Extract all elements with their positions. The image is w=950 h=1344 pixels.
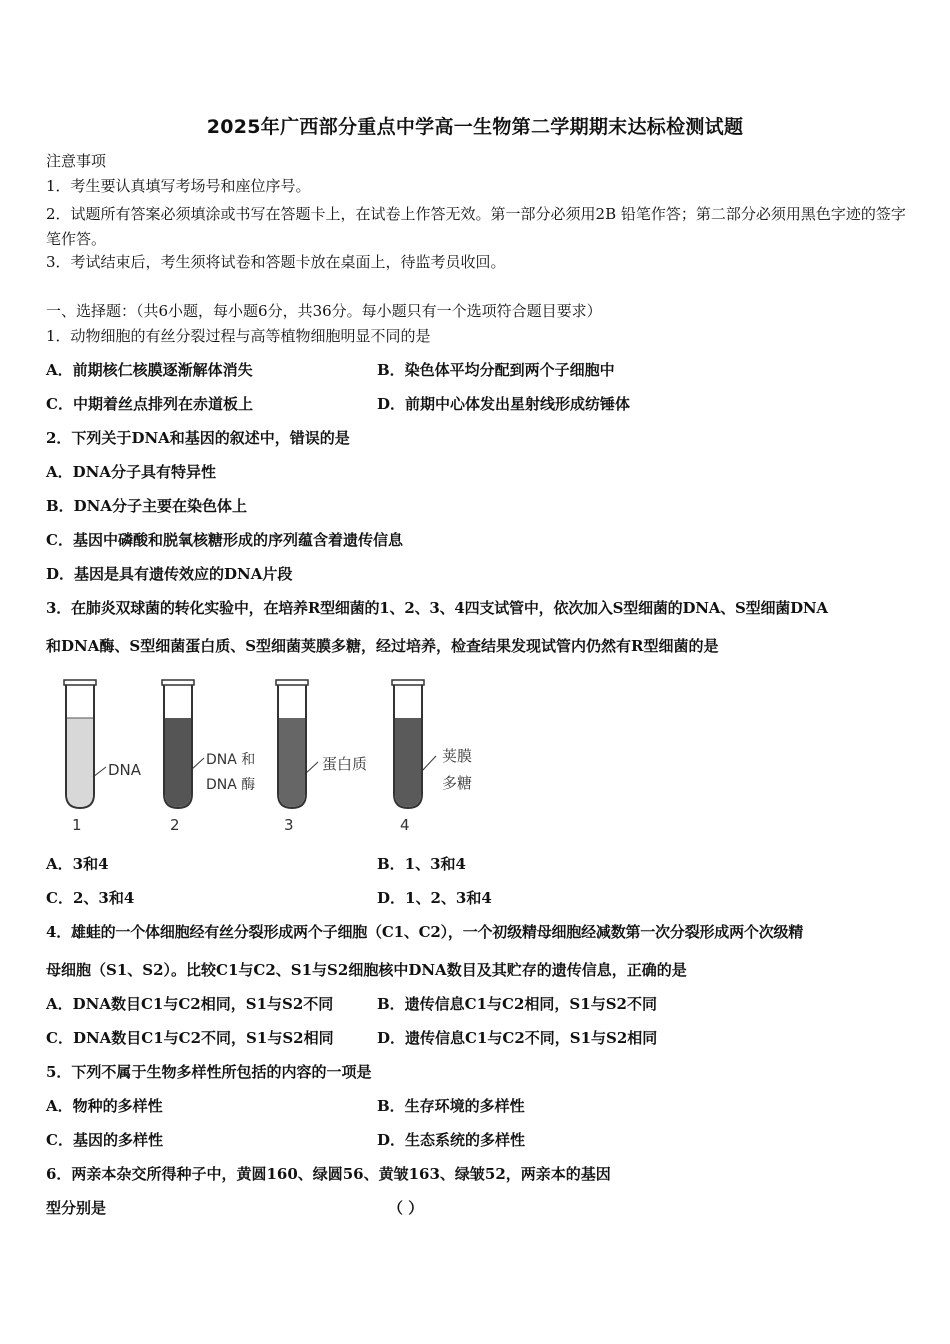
tube-4-label-line-1: 荚膜 [442, 747, 473, 765]
question-5-stem: 5．下列不属于生物多样性所包括的内容的一项是 [46, 1063, 372, 1081]
q4-option-b[interactable]: B．遗传信息C1与C2相同，S1与S2不同 [377, 995, 657, 1013]
tube-3-number: 3 [284, 816, 294, 834]
q5-option-c[interactable]: C．基因的多样性 [46, 1131, 163, 1149]
q3-option-d[interactable]: D．1、2、3和4 [377, 889, 492, 907]
tube-3-label: 蛋白质 [322, 755, 368, 773]
q1-option-a[interactable]: A．前期核仁核膜逐渐解体消失 [46, 361, 253, 379]
tube-4-number: 4 [400, 816, 410, 834]
tube-4-label-line-2: 多糖 [442, 774, 473, 792]
q5-option-b[interactable]: B．生存环境的多样性 [377, 1097, 525, 1115]
q1-option-d[interactable]: D．前期中心体发出星射线形成纺锤体 [377, 395, 631, 413]
page-title: 2025年广西部分重点中学高一生物第二学期期末达标检测试题 [206, 116, 744, 138]
test-tube-figure [46, 672, 496, 837]
q3-option-a[interactable]: A．3和4 [46, 855, 109, 873]
tube-1-number: 1 [72, 816, 82, 834]
tube-2-label-line-2: DNA 酶 [206, 777, 256, 793]
tube-2-number: 2 [170, 816, 180, 834]
q5-option-d[interactable]: D．生态系统的多样性 [377, 1131, 526, 1149]
note-item-2: 2．试题所有答案必须填涂或书写在答题卡上，在试卷上作答无效。第一部分必须用2B 铅笔作答；第二部分必须用黑色字迹的签字笔作答。 [46, 205, 906, 248]
question-4-stem-line-1: 4．雄蛙的一个体细胞经有丝分裂形成两个子细胞（C1、C2），一个初级精母细胞经减数第一次分裂形成两个次级精 [46, 923, 804, 941]
test-tube-4 [392, 680, 472, 834]
note-item-1: 1．考生要认真填写考场号和座位序号。 [46, 177, 311, 195]
test-tube-1 [64, 680, 142, 834]
tube-2-label-line-1: DNA 和 [206, 752, 256, 768]
question-3-stem-line-2: 和DNA酶、S型细菌蛋白质、S型细菌荚膜多糖，经过培养，检查结果发现试管内仍然有R型细菌的是 [46, 637, 719, 655]
answer-blank[interactable]: （ ） [388, 1199, 424, 1217]
q5-option-a[interactable]: A．物种的多样性 [46, 1097, 163, 1115]
q1-option-b[interactable]: B．染色体平均分配到两个子细胞中 [377, 361, 615, 379]
q1-option-c[interactable]: C．中期着丝点排列在赤道板上 [46, 395, 253, 413]
question-6-stem-line-2: 型分别是 [46, 1199, 107, 1217]
notes-heading: 注意事项 [46, 152, 107, 170]
test-tube-2 [162, 680, 255, 834]
q4-option-c[interactable]: C．DNA数目C1与C2不同，S1与S2相同 [46, 1029, 334, 1047]
q4-option-a[interactable]: A．DNA数目C1与C2相同，S1与S2不同 [46, 995, 334, 1013]
q2-option-c[interactable]: C．基因中磷酸和脱氧核糖形成的序列蕴含着遗传信息 [46, 531, 403, 549]
q3-option-c[interactable]: C．2、3和4 [46, 889, 135, 907]
test-tube-3 [276, 680, 367, 834]
q2-option-d[interactable]: D．基因是具有遗传效应的DNA片段 [46, 565, 293, 583]
q2-option-a[interactable]: A．DNA分子具有特异性 [46, 463, 216, 481]
question-4-stem-line-2: 母细胞（S1、S2）。比较C1与C2、S1与S2细胞核中DNA数目及其贮存的遗传信息，正确的是 [46, 961, 687, 979]
section-heading: 一、选择题：（共6小题，每小题6分，共36分。每小题只有一个选项符合题目要求） [46, 302, 602, 320]
q2-option-b[interactable]: B．DNA分子主要在染色体上 [46, 497, 248, 515]
q4-option-d[interactable]: D．遗传信息C1与C2不同，S1与S2相同 [377, 1029, 658, 1047]
question-3-stem-line-1: 3．在肺炎双球菌的转化实验中，在培养R型细菌的1、2、3、4四支试管中，依次加入S型细菌的DNA、S型细菌DNA [46, 599, 828, 617]
question-6-stem-line-1: 6．两亲本杂交所得种子中，黄圆160、绿圆56、黄皱163、绿皱52，两亲本的基因 [46, 1165, 611, 1183]
question-1-stem: 1．动物细胞的有丝分裂过程与高等植物细胞明显不同的是 [46, 327, 431, 345]
note-item-3: 3．考试结束后，考生须将试卷和答题卡放在桌面上，待监考员收回。 [46, 253, 506, 271]
tube-1-label: DNA [108, 761, 142, 779]
q3-option-b[interactable]: B．1、3和4 [377, 855, 466, 873]
question-2-stem: 2．下列关于DNA和基因的叙述中，错误的是 [46, 429, 350, 447]
